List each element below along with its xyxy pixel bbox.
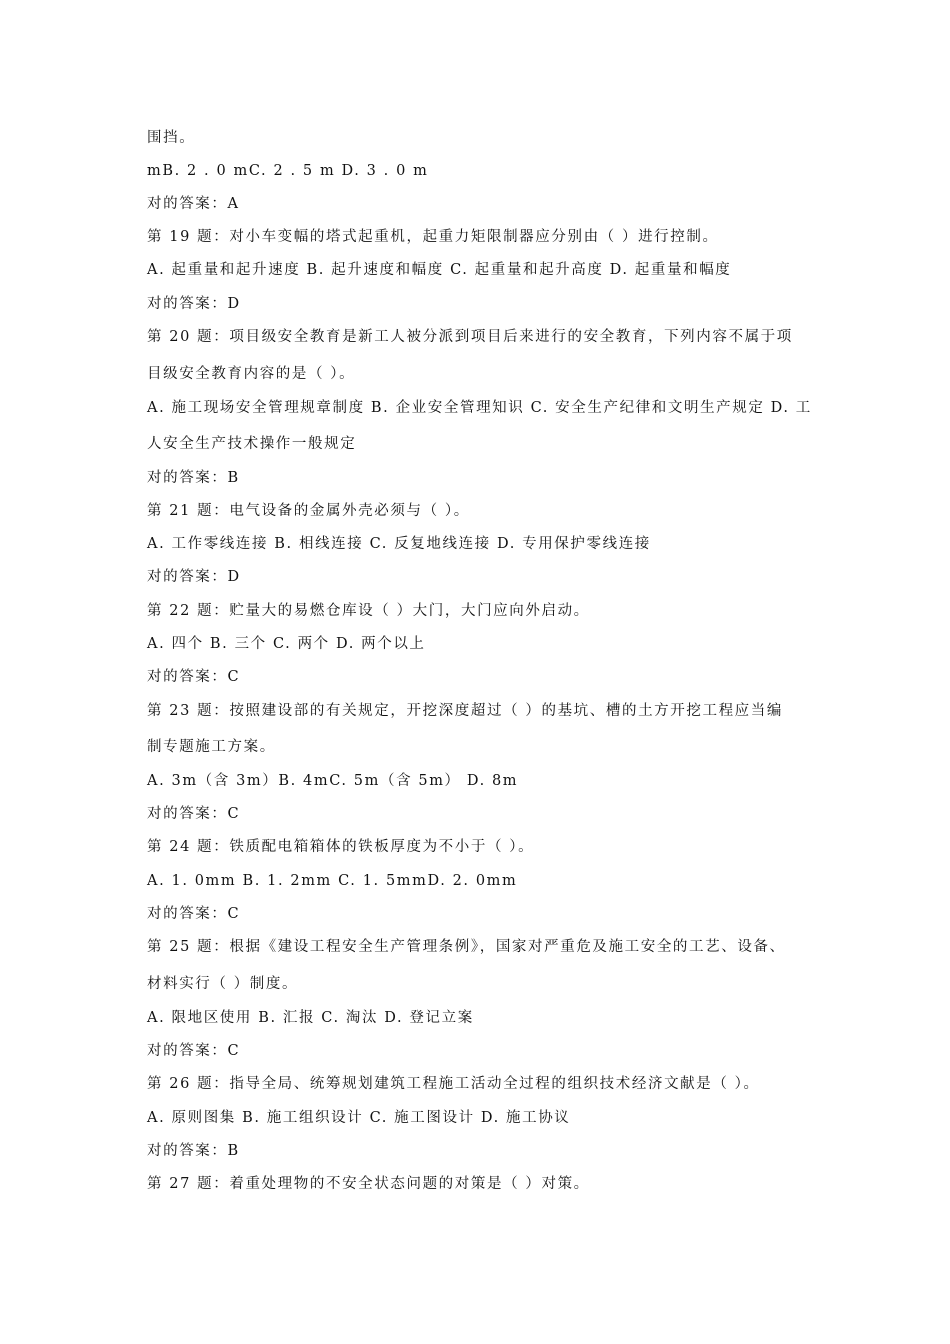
question-line: 制专题施工方案。 <box>147 739 276 755</box>
options-line: A. 工作零线连接 B. 相线连接 C. 反复地线连接 D. 专用保护零线连接 <box>147 536 651 552</box>
options-line: A. 起重量和起升速度 B. 起升速度和幅度 C. 起重量和起升高度 D. 起重量和幅度 <box>147 262 732 278</box>
question-line: 第 26 题：指导全局、统筹规划建筑工程施工活动全过程的组织技术经济文献是（ ）。 <box>147 1076 760 1092</box>
question-line: 材料实行（ ）制度。 <box>147 976 299 992</box>
question-line: 第 24 题：铁质配电箱箱体的铁板厚度为不小于（ ）。 <box>147 839 535 855</box>
question-line: 目级安全教育内容的是（ ）。 <box>147 366 356 382</box>
options-line: 人安全生产技术操作一般规定 <box>147 436 357 452</box>
answer-line: 对的答案：C <box>147 806 241 822</box>
text-line: mB. 2 . 0 mC. 2 . 5 m D. 3 . 0 m <box>147 163 429 179</box>
answer-line: 对的答案：C <box>147 906 241 922</box>
question-line: 第 23 题：按照建设部的有关规定，开挖深度超过（ ）的基坑、槽的土方开挖工程应当编 <box>147 703 783 719</box>
options-line: A. 施工现场安全管理规章制度 B. 企业安全管理知识 C. 安全生产纪律和文明生产规定 D. 工 <box>147 400 812 416</box>
answer-line: 对的答案：D <box>147 569 241 585</box>
question-line: 第 21 题：电气设备的金属外壳必须与（ ）。 <box>147 503 470 519</box>
options-line: A. 四个 B. 三个 C. 两个 D. 两个以上 <box>147 636 426 652</box>
options-line: A. 1. 0mm B. 1. 2mm C. 1. 5mmD. 2. 0mm <box>147 873 518 889</box>
options-line: A. 限地区使用 B. 汇报 C. 淘汰 D. 登记立案 <box>147 1010 474 1026</box>
answer-line: 对的答案：B <box>147 470 240 486</box>
question-line: 第 22 题：贮量大的易燃仓库设（ ）大门，大门应向外启动。 <box>147 603 590 619</box>
question-line: 第 19 题：对小车变幅的塔式起重机，起重力矩限制器应分别由（ ）进行控制。 <box>147 229 719 245</box>
question-line: 第 27 题：着重处理物的不安全状态问题的对策是（ ）对策。 <box>147 1176 590 1192</box>
answer-line: 对的答案：C <box>147 1043 241 1059</box>
options-line: A. 3m（含 3m）B. 4mC. 5m（含 5m） D. 8m <box>147 773 519 789</box>
text-line: 对的答案：A <box>147 196 240 212</box>
answer-line: 对的答案：C <box>147 669 241 685</box>
answer-line: 对的答案：B <box>147 1143 240 1159</box>
text-line: 围挡。 <box>147 130 196 146</box>
answer-line: 对的答案：D <box>147 296 241 312</box>
question-line: 第 20 题：项目级安全教育是新工人被分派到项目后来进行的安全教育，下列内容不属于项 <box>147 329 793 345</box>
question-line: 第 25 题：根据《建设工程安全生产管理条例》，国家对严重危及施工安全的工艺、设备、 <box>147 939 786 955</box>
options-line: A. 原则图集 B. 施工组织设计 C. 施工图设计 D. 施工协议 <box>147 1110 571 1126</box>
